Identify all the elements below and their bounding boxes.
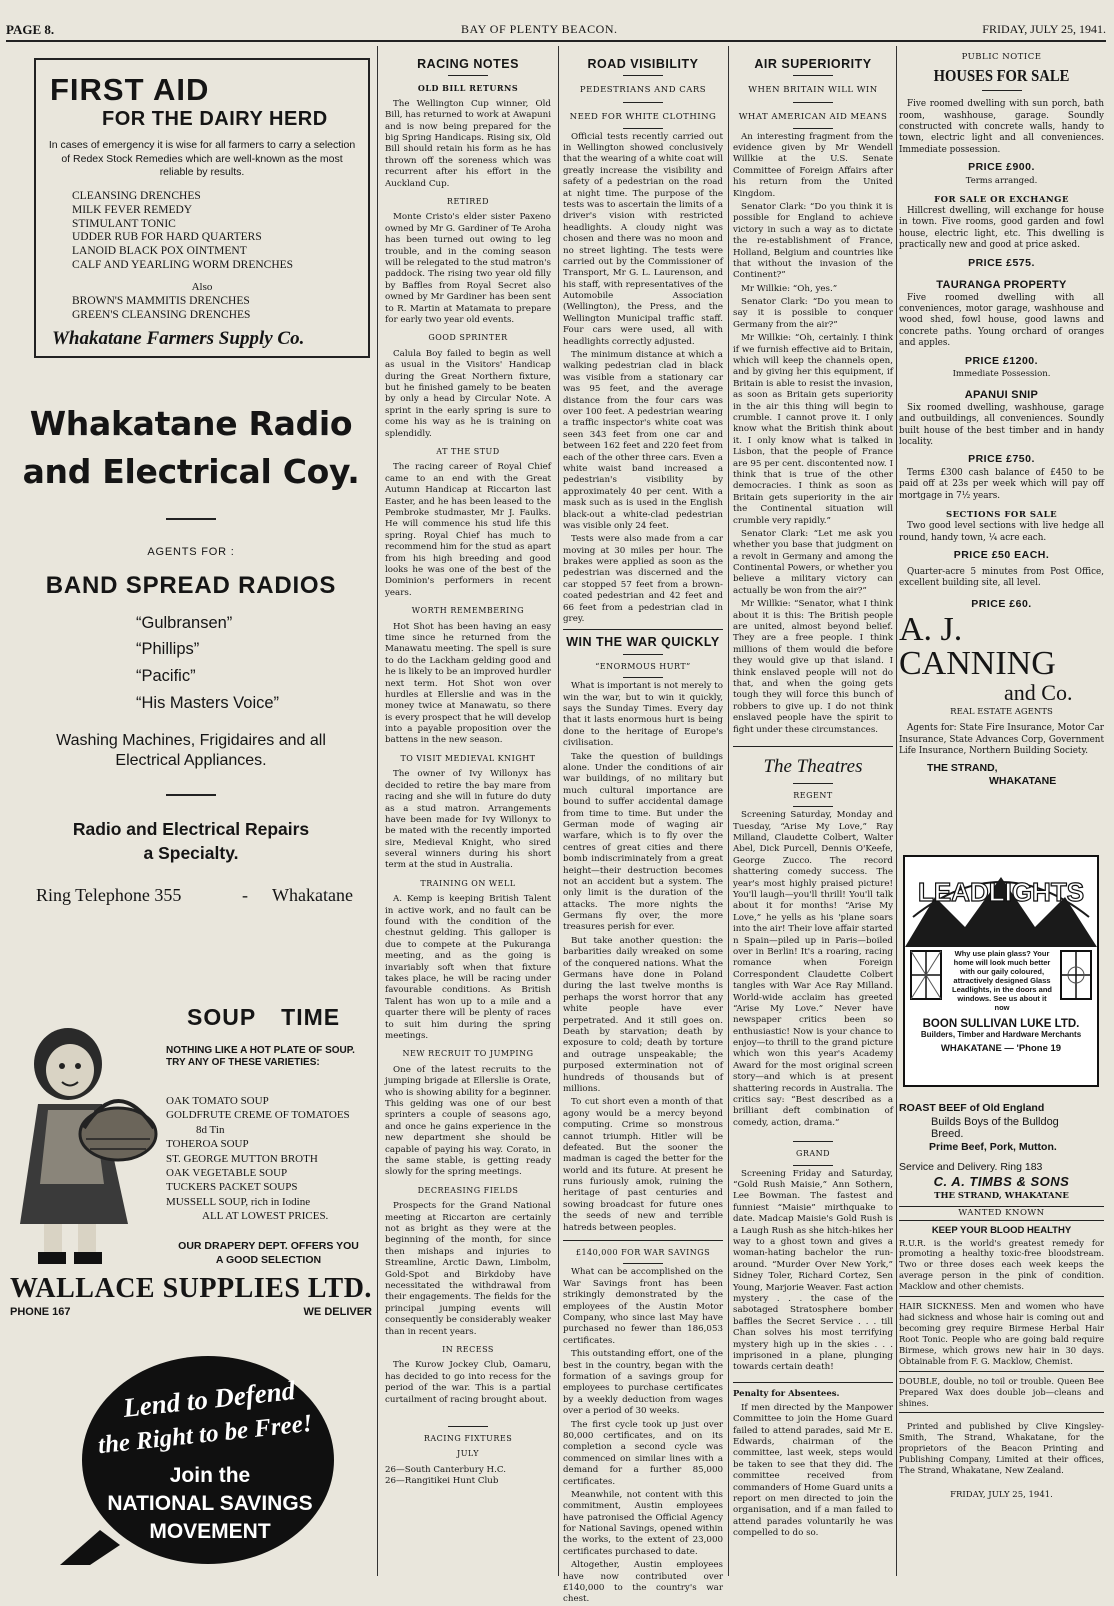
list-item: “His Masters Voice” <box>136 693 280 712</box>
article-headline: £140,000 FOR WAR SAVINGS <box>575 1248 711 1258</box>
roast-line: Builds Boys of the Bulldog <box>931 1115 1059 1128</box>
paragraph: Tests were also made from a car moving at 30 miles per hour. The brakes were applied as soon as the pedestrian was discerned and the car stopped 57 feet from a brown-coated pedestrian and 42 feet and 66 feet from a pedestrian clad in grey. <box>563 534 723 625</box>
savings-line: the Right to be Free! <box>96 1409 314 1460</box>
brand-list <box>136 610 372 717</box>
ad-intro: In cases of emergency it is wise for all farmers to carry a selection of Redex Stock Remedies which are well-known as the most reliable by results. <box>48 139 356 179</box>
price: PRICE £50 EACH. <box>953 549 1050 562</box>
paragraph: A. Kemp is keeping British Talent in active work, and no fault can be found with the condition of the chestnut gelding. This galloper is due to compete at the Pukuranga meeting, and as the going is invariably soft when that fixture takes place, he will be racing under favourable conditions. As British Talent has won up to a mile and a quarter there will be plenty of races to suit him during the spring meetings. <box>385 894 551 1041</box>
subheading: GRAND <box>795 1149 831 1159</box>
paragraph: The Kurow Jockey Club, Oamaru, has decided to go into recess for the period of the war. This is a partial curtailment of racing brought about. <box>385 1360 551 1405</box>
subheading: Penalty for Absentees. <box>733 1388 840 1399</box>
paragraph: This outstanding effort, one of the best in the country, began with the formation of a savings group for employees to purchase certificates by a weekly deduction from wages over a period of 30 weeks. <box>563 1349 723 1417</box>
wanted-known-heading: WANTED KNOWN <box>899 1206 1104 1221</box>
masthead <box>6 22 1106 42</box>
paragraph: Take the question of buildings alone. Under the conditions of air war buildings, of no military but much cultural importance are bound to suffer accidental damage from time to time. But under the German mode of waging air warfare, which is to fly over the centres of great cities and there bomb indiscriminately from a great height—their destruction becomes not an accident but a system. The only limit is the duration of the attacks. The more nights the Germans fly over, the more treasures perish for ever. <box>563 751 723 933</box>
roast-service: Service and Delivery. Ring 183 <box>899 1160 1043 1173</box>
section-heading: TO VISIT MEDIEVAL KNIGHT <box>400 753 536 763</box>
terms: Terms arranged. <box>965 175 1038 186</box>
section-heading: IN RECESS <box>442 1344 494 1354</box>
list-item: UDDER RUB FOR HARD QUARTERS <box>72 231 262 244</box>
subheading: NEED FOR WHITE CLOTHING <box>569 111 717 122</box>
listing: Hillcrest dwelling, will exchange for house in town. Five rooms, good garden and fowl house, electric light, etc. This dwelling is practically new and good at price asked. <box>899 205 1104 251</box>
roast-line: Prime Beef, Pork, Mutton. <box>929 1140 1057 1153</box>
paragraph: The minimum distance at which a walking pedestrian clad in black was visible from a stationary car was 95 feet, and the average distance from the four cars was over 100 feet. A pedestrian wearing a traffic inspector's white coat was seen 343 feet from one car and between 162 feet and 220 feet from each of the other three cars. Even a white waist band increased a pedestrian's visibility by approximately 40 per cent. With a mask such as is used in the English black-out a white-clad pedestrian was visible only 24 feet. <box>563 350 723 531</box>
section-heading: RETIRED <box>446 196 490 206</box>
girl-with-basket-illustration <box>8 1004 166 1272</box>
ad-subtitle: FOR THE DAIRY HERD <box>102 108 328 130</box>
listing: Five roomed dwelling with all conveniences, motor garage, washhouse and wood shed, fowl house, good lawns and concrete paths. Young orchard of oranges and apples. <box>899 292 1104 349</box>
divider <box>793 102 833 103</box>
newspaper-title: BAY OF PLENTY BEACON. <box>461 22 618 36</box>
classified-heading: TAURANGA PROPERTY <box>936 279 1067 292</box>
divider <box>899 1371 1104 1372</box>
road-visibility-column <box>563 52 723 1605</box>
paragraph: To cut short even a month of that agony would be a mercy beyond computing. Crime so monstrous cannot triumph. Hitler will be defeated. But the sooner the madman is caged the better for the world and its future. At present he runs furiously amok, ruining the heritage of past centuries and sowing broadcast for future ones the seeds of new and terrible hatreds between peoples. <box>563 1097 723 1233</box>
savings-line: Lend to Defend <box>121 1375 297 1423</box>
article-headline: AIR SUPERIORITY <box>754 57 872 71</box>
imprint-date: FRIDAY, JULY 25, 1941. <box>950 1490 1053 1501</box>
theatres-heading: The Theatres <box>763 755 863 777</box>
address-town: WHAKATANE <box>989 775 1057 788</box>
air-superiority-column <box>733 52 893 1572</box>
repairs-line: a Specialty. <box>143 842 239 863</box>
article-headline: WIN THE WAR QUICKLY <box>566 635 720 650</box>
paragraph: Calula Boy failed to begin as well as usual in the Visitors' Handicap during the Great Northern fixture, but he finished gamely to be beaten by only a head by Circular Note. A sprint in the early spring is sure to come his way as he is training on splendidly. <box>385 348 551 439</box>
agent-company: and Co. <box>1004 680 1073 706</box>
subheading: PEDESTRIANS AND CARS <box>579 85 707 96</box>
roast-address: THE STRAND, WHAKATANE <box>934 1191 1069 1202</box>
also-label: Also <box>191 280 213 293</box>
remedy-list <box>72 190 368 273</box>
section-heading: JULY <box>456 1449 480 1459</box>
subheading: REGENT <box>793 790 833 800</box>
section-heading: RACING FIXTURES <box>423 1433 513 1443</box>
soup-heading: SOUP TIME <box>187 1004 341 1030</box>
price: PRICE £1200. <box>964 354 1039 367</box>
leadlights-town: WHAKATANE — 'Phone 19 <box>940 1043 1062 1054</box>
divider <box>899 1412 1104 1413</box>
divider <box>623 677 663 678</box>
section-heading: GOOD SPRINTER <box>428 333 508 343</box>
price: PRICE £575. <box>968 256 1035 269</box>
list-item: GREEN'S CLEANSING DRENCHES <box>72 308 251 321</box>
notice-label: PUBLIC NOTICE <box>961 52 1042 62</box>
article-rule <box>563 1240 723 1241</box>
paragraph: Prospects for the Grand National meeting at Riccarton are certainly not as bright as they were at the beginning of the month, for since then mishaps and injuries to Streamline, Arctic Dawn, Limbolm, Gold-Spot and Birkdoby have necessitated the withdrawal from their engagements. The fields for the principal jumping events will consequently be considerably weaker than in recent years. <box>385 1201 551 1337</box>
divider <box>793 1165 833 1166</box>
roast-heading: ROAST BEEF of Old England <box>899 1102 1045 1114</box>
list-item: GOLDFRUTE CREME OF TOMATOES <box>166 1109 350 1122</box>
price: PRICE £60. <box>971 597 1032 610</box>
soup-list <box>166 1094 350 1224</box>
store-phone: PHONE 167 <box>10 1306 71 1318</box>
paragraph: Hot Shot has been having an easy time since he returned from the Manawatu meeting. The spell is sure to do the Lackham gelding good and he is likely to be an improved hurdler next term. Hot Shot won over hurdles at Ellerslie and was in the money twice at Manawatu, so there is every prospect that he will develop into a payable proposition over the battens in the new season. <box>385 621 551 746</box>
first-aid-ad <box>34 58 370 358</box>
paragraph: Senator Clark: “Do you mean to say it is possible to conquer Germany from the air?” <box>733 297 893 330</box>
list-item: “Gulbransen” <box>136 613 233 632</box>
agents-for: Agents for: State Fire Insurance, Motor Car Insurance, State Advances Corp, Government Life Insurance, Northern Building Society. <box>899 723 1104 757</box>
ad-title: FIRST AID <box>50 72 210 107</box>
list-item: OAK TOMATO SOUP <box>166 1095 269 1107</box>
paragraph: Screening Friday and Saturday, “Gold Rush Maisie,” Ann Sothern, Lee Bowman. The fastest and funniest “Maisie” mirthquake to date. Madcap Maisie's Gold Rush is a Laugh Rush as she hitch-hikes her way to a ghost town and gives a woman-hating bachelor the run-around. “Murder Over New York,” Sidney Toler, Richard Cortez, Sen Young, Marjorie Weaver. Fast action mystery . . . the case of the sabotaged Stratosphere bomber baffles the Secret Service . . . till Chan solves his most terrifying mystery high up in the skies . . . imprisoned in a plane, plunging towards certain death! <box>733 1168 893 1373</box>
paragraph: The racing career of Royal Chief came to an end with the Great Autumn Handicap at Riccarton last Easter, and he has been leased to the Pembroke studmaster, Mr J. Faulks. He will commence his stud life this spring. Royal Chief has much to recommend him for the stud as apart from his high breeding and good looks he was one of the best of the Dominion's performers in recent years. <box>385 462 551 598</box>
paragraph: What is important is not merely to win the war, but to win it quickly, says the Sunday Times. Every day that it lasts enormous hurt is being done to the heritage of Europe's civilisation. <box>563 681 723 749</box>
divider <box>623 1263 663 1264</box>
repairs-line: Radio and Electrical Repairs <box>72 819 310 840</box>
paragraph: Senator Clark: “Do you think it is possible for England to achieve victory in such a way as to dictate the re-establishment of France, Holland, Belgium and countries like that without the invasion of the Continent?” <box>733 201 893 281</box>
paragraph: The first cycle took up just over 80,000 certificates, and on its completion a second cycle was commenced on similar lines with a demand for a further 85,000 certificates. <box>563 1419 723 1487</box>
savings-line: Join the <box>169 1464 251 1487</box>
band-spread-heading: BAND SPREAD RADIOS <box>45 571 337 599</box>
subheading: “ENORMOUS HURT” <box>595 661 691 671</box>
article-rule <box>733 746 893 747</box>
store-delivery: WE DELIVER <box>303 1306 372 1318</box>
bottom-classifieds <box>899 1102 1104 1501</box>
article-headline: ROAD VISIBILITY <box>587 57 699 71</box>
classifieds-column <box>899 52 1104 789</box>
store-name: WALLACE SUPPLIES LTD. <box>10 1273 372 1304</box>
list-item: TUCKERS PACKET SOUPS <box>166 1181 298 1194</box>
divider <box>623 654 663 655</box>
fixture: 26—Rangitikei Hunt Club <box>385 1476 499 1487</box>
article-rule <box>733 1382 893 1383</box>
leadlights-body <box>905 947 1097 1014</box>
list-item: ALL AT LOWEST PRICES. <box>202 1210 329 1223</box>
drapery-line: A GOOD SELECTION <box>215 1253 322 1266</box>
ad-title: Whakatane Radio <box>29 404 353 443</box>
address-street: THE STRAND, <box>927 761 998 774</box>
store-footer <box>10 1306 372 1318</box>
divider <box>793 1141 833 1142</box>
price: PRICE £750. <box>968 453 1035 466</box>
paragraph: Mr Willkie: “Oh, yes.” <box>741 283 838 294</box>
paragraph: Monte Cristo's elder sister Paxeno owned by Mr G. Gardiner of Te Aroha has been turned out owing to leg trouble, and in the coming season will be relegated to the stud matron's paddock. The rising two year old filly by Baffles from Royal Secret also owned by Mr Gardiner has been sent to R. Martin at Matamata to prepare for early two year old events. <box>385 212 551 325</box>
list-item: “Phillips” <box>136 640 200 659</box>
window-icon <box>909 949 943 1001</box>
section-heading: NEW RECRUIT TO JUMPING <box>402 1049 534 1059</box>
price: PRICE £900. <box>968 161 1035 174</box>
divider <box>899 1296 1104 1297</box>
divider <box>793 783 833 784</box>
column-rule <box>728 46 729 1576</box>
list-item: BROWN'S MAMMITIS DRENCHES <box>72 294 250 307</box>
town-text: Whakatane <box>272 885 353 906</box>
radio-ad <box>10 400 372 909</box>
agent-name: A. J. CANNING <box>899 611 1056 683</box>
divider <box>793 806 833 807</box>
leadlights-copy: Why use plain glass? Your home will look much better with our gaily coloured, attractively designed Glass Leadlights, in the doors and windows. See us about it now <box>951 949 1052 1012</box>
column-rule <box>558 46 559 1576</box>
imprint: Printed and published by Clive Kingsley-Smith, The Strand, Whakatane, for the proprietors of the Beacon Printing and Publishing Company, Limited at their offices, The Strand, Whakatane, New Zealand. <box>899 1421 1104 1476</box>
list-item: TOHEROA SOUP <box>166 1138 249 1151</box>
list-item: OAK VEGETABLE SOUP <box>166 1167 288 1180</box>
roast-line: Breed. <box>931 1128 964 1141</box>
paragraph: If men directed by the Manpower Committee to join the Home Guard failed to attend parades, said Mr E. Edwards, chairman of the committee, last week, steps would be taken to see that they did. The committee received from commanders of Home Guard units a report on men directed to join the organisation, and if a man failed to attend parades voluntarily he was compelled to do so. <box>733 1402 893 1539</box>
soup-lead: NOTHING LIKE A HOT PLATE OF SOUP. TRY ANY OF THESE VARIETIES: <box>166 1045 355 1069</box>
divider <box>166 794 216 796</box>
leadlights-title: LEADLIGHTS <box>917 877 1085 907</box>
paragraph: The Wellington Cup winner, Old Bill, has returned to work at Awapuni and is now being prepared for the big Spring Handicaps. Rising six, Old Bill should retain his form as he has thrown off the soreness which was recurrent after his effort in the Auckland Cup. <box>385 98 551 189</box>
classified-heading: SECTIONS FOR SALE <box>945 510 1058 521</box>
divider <box>448 1426 488 1427</box>
article-headline: RACING NOTES <box>417 57 519 71</box>
list-item: LANOID BLACK POX OINTMENT <box>72 245 247 258</box>
listing: Six roomed dwelling, washhouse, garage and outbuildings, all conveniences. Soundly built house of the best timber and in handy locality. <box>899 402 1104 447</box>
paragraph: But take another question: the barbarities daily wreaked on some of the conquered nations. What the Germans have done in Poland during the last twelve months is perhaps the worst horror that any white people have ever perpetrated. And it still goes on. Death by starvation; death by exposure to cold; death by torture and outrage unspeakable; the purposed extermination not of hundreds of thousands but of millions. <box>563 935 723 1094</box>
paragraph: Meanwhile, not content with this commitment, Austin employees have patronised the Official Agency for National Savings, opened within the works, to the extent of 23,000 certificates purchased to date. <box>563 1489 723 1557</box>
terms: Terms £300 cash balance of £450 to be paid off at 23s per week which will pay off mortgage in 7½ years. <box>899 468 1104 501</box>
divider <box>623 75 663 76</box>
roast-firm: C. A. TIMBS & SONS <box>933 1174 1070 1190</box>
divider <box>793 75 833 76</box>
wanted-subheading: KEEP YOUR BLOOD HEALTHY <box>931 1225 1072 1237</box>
leadlights-ad <box>903 855 1099 1087</box>
paragraph: Mr Willkie: “Oh, certainly. I think if we furnish effective aid to Britain, which will keep the channels open, and by giving her this equipment, if Britain is able to resist the invasion, as soon as Britain gets superiority in the air this thing will begin to crumble. I cannot prove it. I only know what the British think about it. I only know what is talked in Lisbon, that the people of France are 95 per cent. discontented now. I think that is true of the other democracies. I think as soon as Britain gets superiority in the air the Continental situation will crumble very rapidly.” <box>733 333 893 526</box>
leadlights-banner <box>905 857 1097 947</box>
classified-heading: APANUI SNIP <box>964 389 1039 402</box>
washing-line: Electrical Appliances. <box>115 752 267 770</box>
savings-line: NATIONAL SAVINGS <box>107 1492 313 1515</box>
section-heading: DECREASING FIELDS <box>417 1185 519 1195</box>
divider <box>623 102 663 103</box>
page-number: PAGE 8. <box>6 22 55 37</box>
paragraph: Mr Willkie: “Senator, what I think about it is this: The British people are united, almost beyond belief. They are a free people. I think millions of them would die before they would give up that island. I think enslaved people will not do that, and when the going gets tough they will force this bunch of robbers to give up. I do not think enslaved people have the spirit to fight under these circumstances. <box>733 599 893 735</box>
also-list <box>72 295 368 323</box>
paragraph: Senator Clark: “Let me ask you whether you base that judgment on a revolt in Germany and among the Continental Powers, or whether you believe a military victory can actually be won from the air?” <box>733 528 893 596</box>
article-rule <box>563 629 723 630</box>
list-item: 8d Tin <box>196 1123 225 1136</box>
ad-title: and Electrical Coy. <box>22 451 360 491</box>
agents-label: REAL ESTATE AGENTS <box>950 707 1053 718</box>
list-item: CALF AND YEARLING WORM DRENCHES <box>72 258 294 271</box>
paragraph: One of the latest recruits to the jumping brigade at Ellerslie is Orate, who is showing ability for a beginner. This gelding was one of our best sprinters a couple of seasons ago, and once he gains experience in the new department she should be capable of paying his way. Corato, in the same stable, is getting ready slowly for the spring meetings. <box>385 1064 551 1178</box>
wanted-item: DOUBLE, double, no toil or trouble. Queen Bee Prepared Wax does double job—cleans and shines. <box>899 1375 1104 1408</box>
section-heading: WORTH REMEMBERING <box>411 606 525 616</box>
window-icon <box>1059 949 1093 1001</box>
list-item: ST. GEORGE MUTTON BROTH <box>166 1152 318 1165</box>
list-item: CLEANSING DRENCHES <box>72 189 201 202</box>
paragraph: An interesting fragment from the evidence given by Mr Wendell Willkie at the U.S. Senate Committee of Foreign Affairs after his return from the United Kingdom. <box>733 131 893 199</box>
drapery-line: OUR DRAPERY DEPT. OFFERS YOU <box>178 1240 359 1252</box>
paragraph: What can be accomplished on the War Savings front has been strikingly demonstrated by the employees of the Austin Motor Company, who since last May have purchased no fewer than 186,053 certificates. <box>563 1267 723 1346</box>
divider <box>448 75 488 76</box>
paragraph: Altogether, Austin employees have now contributed over £140,000 to the country's war chest. <box>563 1560 723 1605</box>
advertiser-name: Whakatane Farmers Supply Co. <box>52 328 305 350</box>
savings-line: MOVEMENT <box>149 1520 271 1543</box>
listing: Quarter-acre 5 minutes from Post Office, excellent building site, all level. <box>899 566 1104 589</box>
listing: Five roomed dwelling with sun porch, bath room, washhouse, garage. Soundly constructed with concrete walls, handy to town, electric light and all conveniences. Immediate possession. <box>899 99 1104 155</box>
wanted-item: R.U.R. is the world's greatest remedy for promoting a healthy toxic-free bloodstream. Two or three doses each week keeps the average person in the pink of condition. Macklow and other chemists. <box>899 1237 1104 1292</box>
phone-text: Ring Telephone 355 <box>36 885 182 906</box>
issue-date: FRIDAY, JULY 25, 1941. <box>982 22 1106 36</box>
national-savings-ad <box>60 1350 342 1565</box>
separator: - <box>242 885 248 906</box>
terms: Immediate Possession. <box>952 369 1051 380</box>
divider <box>166 518 216 520</box>
leadlights-trade: Builders, Timber and Hardware Merchants <box>920 1030 1082 1039</box>
agents-label: AGENTS FOR : <box>147 545 235 558</box>
washing-line: Washing Machines, Frigidaires and all <box>56 731 326 749</box>
divider <box>982 90 1022 91</box>
list-item: “Pacific” <box>136 667 196 686</box>
paragraph: Screening Saturday, Monday and Tuesday, “Arise My Love,” Ray Milland, Claudette Colbert, Walter Abel, Dick Purcell, Dennis O'Keefe, George Zucco. The record shattering comedy success. The year's most highly praised picture! You'll laugh—you'll thrill! You'll talk about it for months! “Arise My Love,” he yells as his 'plane soars into the air! Their love affair started n Spain—piled up in Paris—boiled over in Berlin! It's a roaring, racing romance when Foreign Correspondent Claudette Colbert tangles with War Ace Ray Milland. World-wide acclaim has greeted “Arise My Love.” Never have newspaper critics been so enthusiastic! Now is your chance to enjoy—to thrill to the grand picture which won this year's Academy Award for the most original screen story—and which is at present shattering records in Australia. The critics say: “Best described as a brilliant deft combination of comedy, action, drama.” <box>733 810 893 1128</box>
list-item: MILK FEVER REMEDY <box>72 203 193 216</box>
subheading: WHEN BRITAIN WILL WIN <box>748 85 878 96</box>
list-item: MUSSELL SOUP, rich in Iodine <box>166 1195 311 1208</box>
fixture: 26—South Canterbury H.C. <box>385 1464 506 1475</box>
wanted-item: HAIR SICKNESS. Men and women who have had sickness and whose hair is coming out and becoming grey require Birmese Herbal Hair Root Tonic. People who are going bald require Birmese, which grows new hair in 30 days. Obtainable from F. G. Macklow, Chemist. <box>899 1301 1104 1366</box>
section-heading: TRAINING ON WELL <box>420 878 516 888</box>
list-item: STIMULANT TONIC <box>72 217 176 230</box>
leadlights-firm: BOON SULLIVAN LUKE LTD. <box>922 1018 1080 1030</box>
classified-heading: HOUSES FOR SALE <box>933 66 1070 86</box>
drapery-note <box>166 1240 371 1267</box>
section-heading: OLD BILL RETURNS <box>417 83 519 94</box>
divider <box>623 128 663 129</box>
racing-notes-column <box>385 52 551 1572</box>
paragraph: Official tests recently carried out in Wellington showed conclusively that the wearing of a white coat will greatly increase the visibility and safety of a pedestrian on the road at night time. The purpose of the tests was to ascertain the limits of a driver's vision with restricted headlights. A cloudy night was chosen and there was no moon and no street lighting. The tests were carried out by the Commissioner of Transport, Mr G. L. Laurenson, and his staff, with representatives of the Automobile Association (Wellington), the Press, and the Wellington Municipal traffic staff. Four cars were used, all with headlights correctly adjusted. <box>563 131 723 347</box>
section-heading: AT THE STUD <box>436 446 500 456</box>
column-rule <box>377 46 378 1576</box>
paragraph: The owner of Ivy Willonyx has decided to retire the bay mare from racing and she will in future do duty as a stud matron. Arrangements have been made for Ivy Willonyx to be mated with the recently imported sire, Medieval Knight, who sired several winners during his short term at the stud in Australia. <box>385 769 551 871</box>
divider <box>793 128 833 129</box>
listing: Two good level sections with live hedge all round, handy town, ¼ acre each. <box>899 521 1104 543</box>
column-rule <box>896 46 897 1576</box>
classified-heading: FOR SALE OR EXCHANGE <box>934 194 1069 205</box>
phone-line <box>10 885 372 909</box>
subheading: WHAT AMERICAN AID MEANS <box>738 111 888 122</box>
